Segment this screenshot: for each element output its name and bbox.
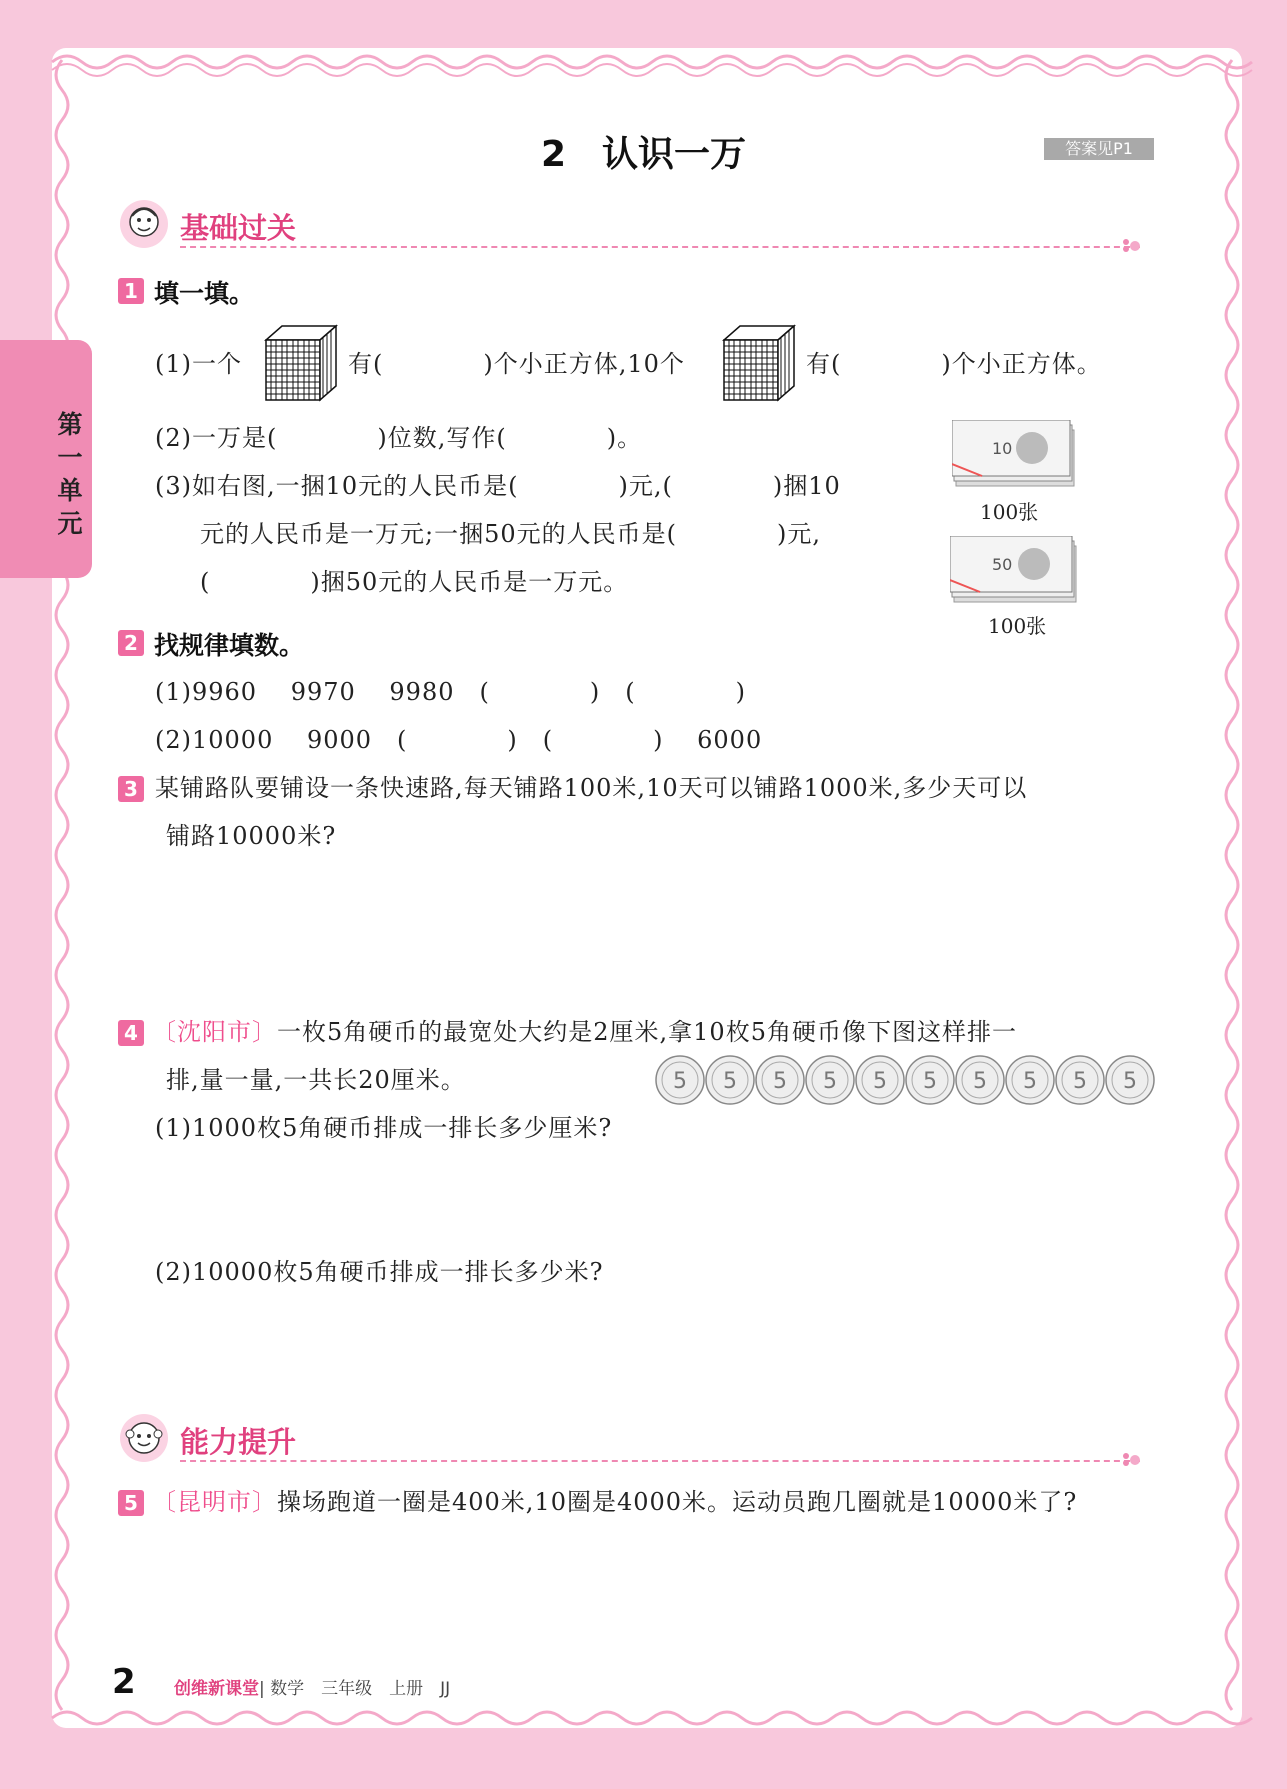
coin-icon — [1106, 1056, 1154, 1104]
q4-line2: 排,量一量,一共长20厘米。 — [166, 1066, 466, 1094]
q1-line3: (3)如右图,一捆10元的人民币是( )元,( )捆10 — [155, 472, 841, 500]
coin-icon — [906, 1056, 954, 1104]
section-divider — [180, 1460, 1140, 1462]
banknote-50-yuan-icon — [950, 536, 1080, 606]
svg-text:5: 5 — [773, 1069, 787, 1094]
q4-sub1: (1)1000枚5角硬币排成一排长多少厘米? — [155, 1114, 613, 1142]
section-header-basic — [118, 198, 1158, 258]
section-title-advanced: 能力提升 — [180, 1425, 297, 1459]
svg-text:5: 5 — [873, 1069, 887, 1094]
question-1-title: 填一填。 — [154, 279, 255, 308]
section-header-advanced — [118, 1412, 1158, 1472]
thousand-cube-icon — [720, 322, 798, 404]
q3-line1: 某铺路队要铺设一条快速路,每天铺路100米,10天可以铺路1000米,多少天可以 — [155, 774, 1028, 802]
page-number: 2 — [112, 1662, 136, 1702]
coin-icon — [756, 1056, 804, 1104]
q1-line4: 元的人民币是一万元;一捆50元的人民币是( )元, — [200, 520, 821, 548]
decorative-dots-icon — [1118, 236, 1158, 254]
coin-icon — [956, 1056, 1004, 1104]
coin-icon — [856, 1056, 904, 1104]
q1-line1-part-b: 有( )个小正方体,10个 — [348, 350, 685, 378]
svg-text:5: 5 — [723, 1069, 737, 1094]
coin-icon — [806, 1056, 854, 1104]
q4-source-tag: 〔沈阳市〕 — [152, 1018, 277, 1046]
footer-book-info: | 数学 三年级 上册 JJ — [259, 1679, 451, 1699]
coin-icon — [1006, 1056, 1054, 1104]
q2-line1: (1)9960 9970 9980 ( ) ( ) — [155, 678, 746, 706]
banknote-10-yuan-icon — [952, 420, 1078, 490]
unit-side-tab — [0, 340, 92, 578]
svg-text:5: 5 — [973, 1069, 987, 1094]
q4-sub2: (2)10000枚5角硬币排成一排长多少米? — [155, 1258, 604, 1286]
q5-text — [152, 1486, 1077, 1518]
question-number-2: 2 — [118, 630, 144, 656]
q1-line1-part-c: 有( )个小正方体。 — [806, 350, 1102, 378]
q5-line1: 操场跑道一圈是400米,10圈是4000米。运动员跑几圈就是10000米了? — [277, 1488, 1078, 1516]
q4-line1: 一枚5角硬币的最宽处大约是2厘米,拿10枚5角硬币像下图这样排一 — [277, 1018, 1017, 1046]
question-number-5: 5 — [118, 1490, 144, 1516]
decorative-dots-icon — [1118, 1450, 1158, 1468]
svg-text:5: 5 — [1123, 1069, 1137, 1094]
banknote-50-caption: 100张 — [988, 614, 1047, 638]
question-2-title: 找规律填数。 — [154, 631, 305, 660]
q1-line5: ( )捆50元的人民币是一万元。 — [200, 568, 629, 596]
mascot-icon — [118, 198, 170, 250]
thousand-cube-icon — [262, 322, 340, 404]
section-title-basic: 基础过关 — [180, 211, 297, 245]
coin-icon — [656, 1056, 704, 1104]
q3-line2: 铺路10000米? — [166, 822, 337, 850]
q1-line2: (2)一万是( )位数,写作( )。 — [155, 424, 643, 452]
page-title: 2 认识一万 — [540, 134, 747, 175]
footer-brand: 创维新课堂 — [174, 1679, 259, 1699]
footer-info — [174, 1674, 450, 1699]
svg-text:10: 10 — [992, 439, 1013, 458]
svg-text:5: 5 — [673, 1069, 687, 1094]
question-number-3: 3 — [118, 776, 144, 802]
coin-icon — [706, 1056, 754, 1104]
answer-reference-badge: 答案见P1 — [1044, 138, 1154, 160]
svg-text:5: 5 — [1023, 1069, 1037, 1094]
q5-source-tag: 〔昆明市〕 — [152, 1488, 277, 1516]
section-divider — [180, 246, 1140, 248]
coin-icon — [1056, 1056, 1104, 1104]
coin-row-figure — [655, 1054, 1159, 1106]
svg-text:5: 5 — [1073, 1069, 1087, 1094]
q1-line1-part-a: (1)一个 — [155, 350, 242, 378]
svg-text:5: 5 — [823, 1069, 837, 1094]
q4-intro — [152, 1016, 1017, 1048]
q2-line2: (2)10000 9000 ( ) ( ) 6000 — [155, 726, 763, 754]
question-number-1: 1 — [118, 278, 144, 304]
question-number-4: 4 — [118, 1020, 144, 1046]
svg-text:50: 50 — [992, 555, 1013, 574]
mascot-icon — [118, 1412, 170, 1464]
banknote-10-caption: 100张 — [980, 500, 1039, 524]
unit-side-tab-label: 第一单元 — [57, 410, 83, 538]
svg-text:5: 5 — [923, 1069, 937, 1094]
